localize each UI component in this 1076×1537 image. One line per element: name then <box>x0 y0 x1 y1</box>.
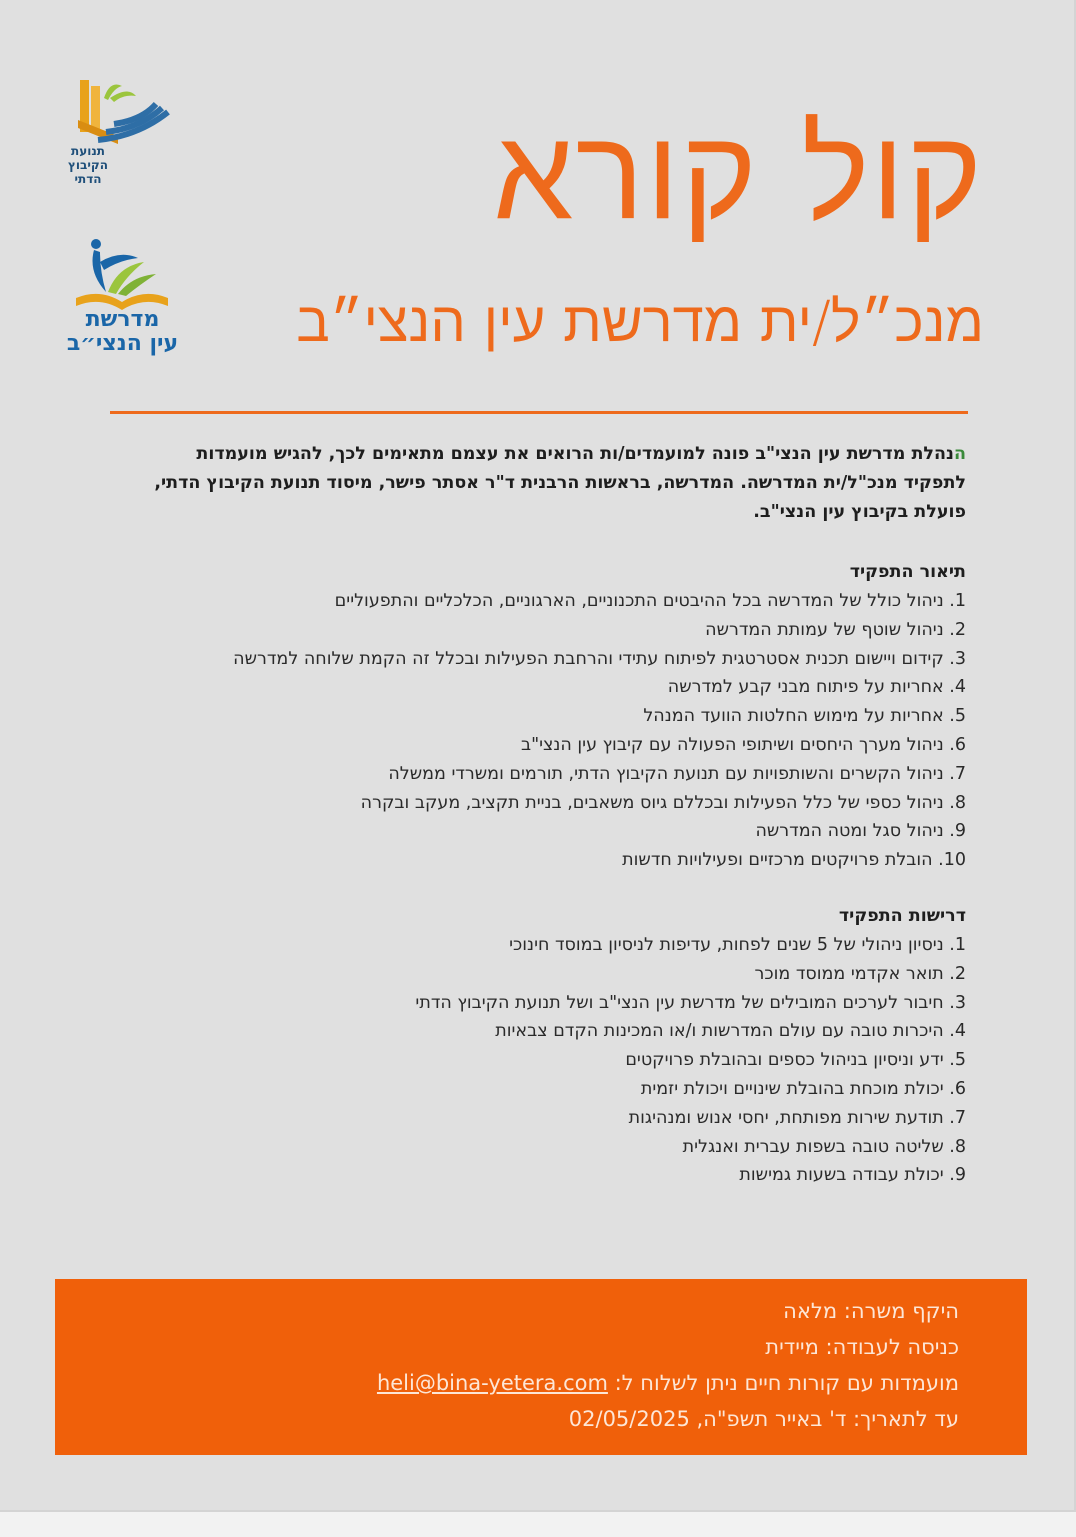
midrasha-logo-text: מדרשת עין הנצי״ב <box>66 307 179 356</box>
list-item: 7. תודעת שירות מפותחת, יחסי אנוש ומנהיגות <box>628 1107 966 1128</box>
list-item: 9. ניהול סגל ומטה המדרשה <box>755 821 966 842</box>
midrasha-logo-icon <box>60 232 185 312</box>
intro-lead-letter: ה <box>953 444 966 464</box>
list-item: 1. ניהול כולל של המדרשה בכל ההיבטים התכנוניים, הארגוניים, הכלכליים והתפעוליים <box>334 591 966 611</box>
list-item: 1. ניסיון ניהולי של 5 שנים לפחות, עדיפות לניסיון במוסד חינוכי <box>509 935 966 955</box>
role-requirements-list <box>415 931 966 1190</box>
intro-text: נהלת מדרשת עין הנצי"ב פונה למועמדים/ות הרואים את עצמם מתאימים לכך, להגיש מועמדות לתפקיד מנכ"ל/ית המדרשה. המדרשה, בראשות הרבנית ד"ר אסתר פישר, מיסוד תנועת הקיבוץ הדתי, פועלת בקיבוץ עין הנצי"ב. <box>154 444 966 522</box>
list-item: 6. ניהול מערך היחסים ושיתופי הפעולה עם קיבוץ עין הנצי"ב <box>520 734 966 755</box>
list-item: 8. שליטה טובה בשפות עברית ואנגלית <box>682 1136 966 1157</box>
footer-banner <box>55 1279 1027 1455</box>
list-item: 5. אחריות על מימוש החלטות הוועד המנהל <box>643 706 966 727</box>
role-requirements-title: דרישות התפקיד <box>838 906 966 926</box>
list-item: 4. אחריות על פיתוח מבני קבע למדרשה <box>667 677 966 698</box>
intro-paragraph <box>151 440 966 527</box>
list-item: 2. ניהול שוטף של עמותת המדרשה <box>705 619 966 640</box>
deadline: עד לתאריך: ד' באייר תשפ"ה, 02/05/2025 <box>568 1407 959 1431</box>
list-item: 10. הובלת פרויקטים מרכזיים ופעילויות חדשות <box>622 850 966 871</box>
list-item: 3. חיבור לערכים המובילים של מדרשת עין הנצי"ב ושל תנועת הקיבוץ הדתי <box>415 992 966 1013</box>
list-item: 2. תואר אקדמי ממוסד מוכר <box>754 963 966 984</box>
page-title: קול קורא <box>493 100 984 249</box>
job-scope: היקף משרה: מלאה <box>783 1299 959 1323</box>
midrasha-logo <box>60 232 190 362</box>
list-item: 7. ניהול הקשרים והשותפויות עם תנועת הקיבוץ הדתי, תורמים ומשרדי ממשלה <box>388 763 966 784</box>
role-description-title: תיאור התפקיד <box>849 562 966 582</box>
application-line <box>377 1365 959 1401</box>
kibbutz-logo-icon <box>58 76 178 146</box>
application-text: מועמדות עם קורות חיים ניתן לשלוח ל: <box>614 1371 959 1395</box>
list-item: 4. היכרות טובה עם עולם המדרשות ו/או המכינות הקדם צבאיות <box>495 1021 966 1042</box>
page-subtitle: מנכ״ל/ית מדרשת עין הנצי״ב <box>296 290 984 355</box>
list-item: 8. ניהול כספי של כלל הפעילות ובכללם גיוס משאבים, בניית תקציב, מעקב ובקרה <box>360 792 966 813</box>
list-item: 9. יכולת עבודה בשעות גמישות <box>739 1165 966 1186</box>
footer-details <box>377 1293 959 1437</box>
role-description-list <box>233 587 966 875</box>
header-divider <box>110 411 968 414</box>
kibbutz-logo-text: תנועת הקיבוץ הדתי <box>68 144 108 186</box>
list-item: 3. קידום ויישום תכנית אסטרטגית לפיתוח עתידי והרחבת הפעילות ובכלל זה הקמת שלוחה למדרשה <box>233 648 966 669</box>
list-item: 5. ידע וניסיון בניהול כספים ובהובלת פרויקטים <box>625 1050 966 1071</box>
list-item: 6. יכולת מוכחת בהובלת שינויים ויכולת יזמית <box>640 1078 966 1099</box>
start-date: כניסה לעבודה: מיידית <box>765 1335 959 1359</box>
kibbutz-movement-logo <box>58 76 178 196</box>
email-link[interactable]: heli@bina-yetera.com <box>376 1371 608 1395</box>
